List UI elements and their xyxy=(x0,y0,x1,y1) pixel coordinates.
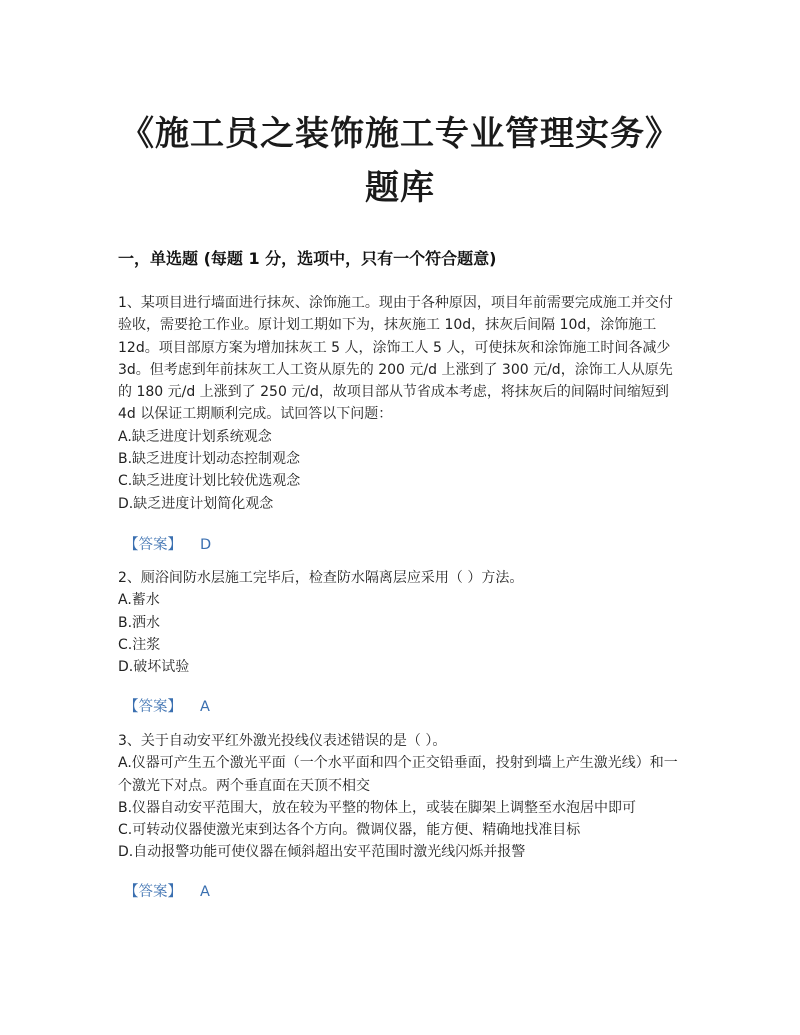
question-2 xyxy=(118,567,683,678)
option-b: B.缺乏进度计划动态控制观念 xyxy=(118,451,301,468)
answer-label: 【答案】 xyxy=(124,884,182,900)
answer-3 xyxy=(124,880,210,901)
answer-value: A xyxy=(200,699,210,715)
answer-label: 【答案】 xyxy=(124,537,182,553)
option-d: D.破坏试验 xyxy=(118,659,190,676)
option-a: A.缺乏进度计划系统观念 xyxy=(118,428,272,445)
question-3 xyxy=(118,730,683,864)
answer-label: 【答案】 xyxy=(124,699,182,715)
document-title-line1: 《施工员之装饰施工专业管理实务》 xyxy=(120,114,680,154)
option-d: D.缺乏进度计划简化观念 xyxy=(118,495,274,512)
option-b: B.仪器自动安平范围大，放在较为平整的物体上，或装在脚架上调整至水泡居中即可 xyxy=(118,799,637,816)
answer-2 xyxy=(124,695,210,716)
question-1 xyxy=(118,292,683,515)
option-a: A.蓄水 xyxy=(118,592,160,609)
answer-value: A xyxy=(200,884,210,900)
answer-value: D xyxy=(200,537,212,553)
option-d: D.自动报警功能可使仪器在倾斜超出安平范围时激光线闪烁并报警 xyxy=(118,844,526,861)
option-c: C.注浆 xyxy=(118,636,161,653)
option-b: B.洒水 xyxy=(118,614,161,631)
question-stem: 2、厕浴间防水层施工完毕后，检查防水隔离层应采用（ ）方法。 xyxy=(118,570,524,586)
answer-1 xyxy=(124,533,211,554)
document-title-line2: 题库 xyxy=(365,168,435,208)
option-c: C.可转动仪器使激光束到达各个方向。微调仪器，能方便、精确地找准目标 xyxy=(118,822,581,839)
section-heading: 一，单选题 (每题 1 分，选项中，只有一个符合题意) xyxy=(118,249,497,268)
option-c: C.缺乏进度计划比较优选观念 xyxy=(118,473,301,490)
option-a: A.仪器可产生五个激光平面（一个水平面和四个正交铅垂面，投射到墙上产生激光线）和一个激光下对点。两个垂直面在天顶不相交 xyxy=(118,755,678,794)
question-stem: 3、关于自动安平红外激光投线仪表述错误的是（ ）。 xyxy=(118,733,447,749)
question-stem: 1、某项目进行墙面进行抹灰、涂饰施工。现由于各种原因，项目年前需要完成施工并交付验收，需要抢工作业。原计划工期如下为，抹灰施工 10d，抹灰后间隔 10d，涂饰施工 12d。项目部原方案为增加抹灰工 5 人，涂饰工人 5 人，可使抹灰和涂饰施工时间各减少 3d。但考虑到年前抹灰工人工资从原先的 200 元/d 上涨到了 300 元/d，涂饰工人从原先的 180 元/d 上涨到了 250 元/d，故项目部从节省成本考虑，将抹灰后的间隔时间缩短到 4d 以保证工期顺利完成。试回答以下问题： xyxy=(118,295,673,423)
